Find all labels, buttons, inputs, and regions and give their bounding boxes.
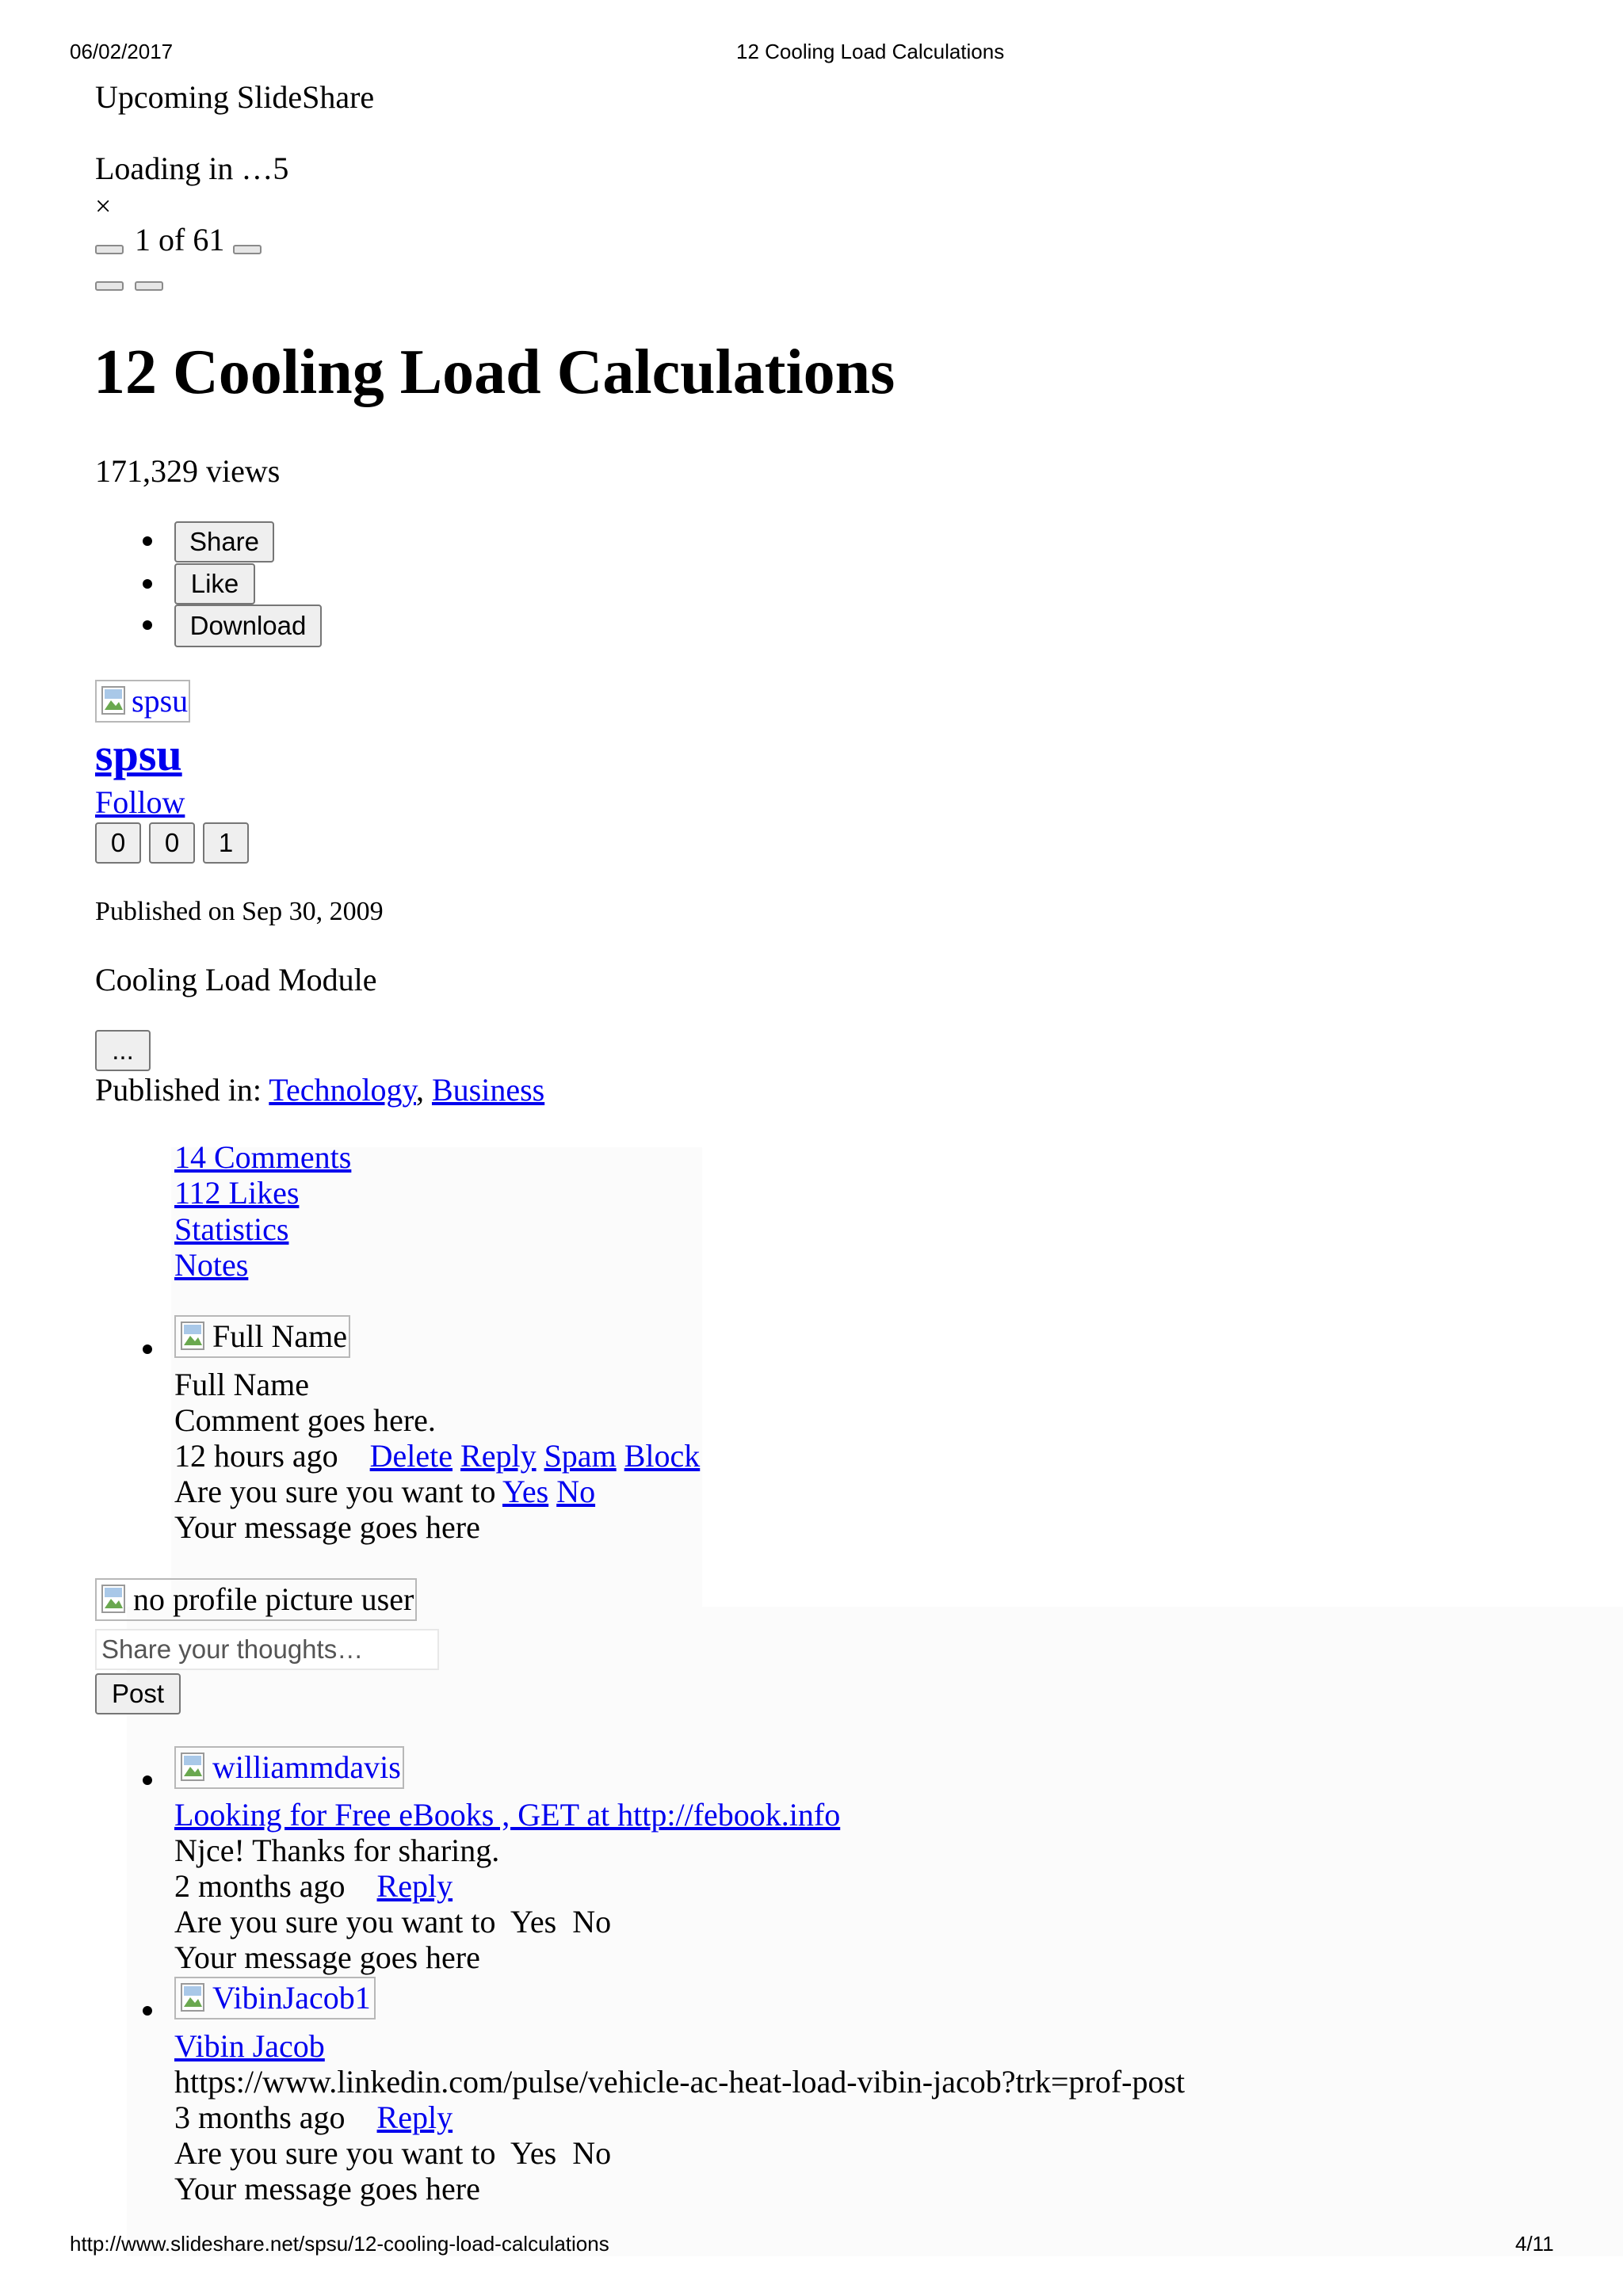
category-business[interactable]: Business	[431, 1072, 545, 1108]
confirm-no[interactable]: No	[572, 2135, 612, 2171]
close-icon[interactable]: ×	[95, 190, 112, 222]
comment-time: 2 months ago	[174, 1868, 346, 1904]
count-button-1[interactable]: 0	[95, 822, 141, 864]
confirm-yes[interactable]: Yes	[510, 2135, 557, 2171]
confirm-text: Are you sure you want to	[174, 2135, 496, 2171]
comment-avatar-alt: VibinJacob1	[212, 1980, 371, 2016]
spam-link[interactable]: Spam	[544, 1438, 617, 1474]
broken-image-icon	[101, 686, 125, 715]
broken-image-icon	[181, 1753, 204, 1781]
author-avatar[interactable]	[95, 680, 190, 723]
comment-author[interactable]: Vibin Jacob	[174, 2028, 325, 2064]
comment-text: https://www.linkedin.com/pulse/vehicle-ac-heat-load-vibin-jacob?trk=prof-post	[174, 2064, 1186, 2100]
confirm-text: Are you sure you want to	[174, 1474, 496, 1509]
author-name[interactable]: spsu	[95, 729, 182, 780]
fullscreen-button[interactable]	[95, 281, 124, 291]
category-separator: ,	[415, 1072, 424, 1108]
print-date: 06/02/2017	[70, 40, 174, 63]
tab-likes[interactable]: 112 Likes	[174, 1175, 300, 1211]
list-bullet	[143, 620, 152, 630]
comment-message: Your message goes here	[174, 1939, 480, 1975]
list-bullet	[143, 1775, 152, 1785]
loading-text: Loading in …5	[95, 151, 289, 186]
list-bullet	[143, 536, 152, 546]
deck-description: Cooling Load Module	[95, 962, 377, 997]
print-page-number: 4/11	[1515, 2232, 1554, 2256]
post-button[interactable]: Post	[95, 1673, 181, 1714]
reply-confirm	[174, 1904, 611, 1939]
comment-meta	[174, 2100, 453, 2135]
comment-avatar[interactable]	[174, 1977, 376, 2019]
broken-image-icon	[181, 1322, 204, 1350]
block-link[interactable]: Block	[624, 1438, 701, 1474]
reply-link[interactable]: Reply	[376, 1868, 453, 1904]
tab-statistics[interactable]: Statistics	[174, 1211, 289, 1247]
published-in-label: Published in:	[95, 1072, 269, 1108]
comment-message: Your message goes here	[174, 2171, 480, 2206]
tab-notes[interactable]: Notes	[174, 1247, 249, 1283]
comment-time: 3 months ago	[174, 2100, 346, 2135]
comment-avatar-alt: Full Name	[212, 1318, 347, 1354]
confirm-yes[interactable]: Yes	[510, 1904, 557, 1939]
comment-message: Your message goes here	[174, 1509, 480, 1545]
published-date: Published on Sep 30, 2009	[95, 897, 384, 926]
comment-author: Full Name	[174, 1367, 309, 1402]
more-button[interactable]: ...	[95, 1030, 151, 1071]
confirm-text: Are you sure you want to	[174, 1904, 496, 1939]
count-button-2[interactable]: 0	[149, 822, 195, 864]
comment-text: Comment goes here.	[174, 1402, 436, 1438]
list-bullet	[143, 2006, 152, 2016]
embed-button[interactable]	[135, 281, 163, 291]
comment-time: 12 hours ago	[174, 1438, 338, 1474]
upcoming-label: Upcoming SlideShare	[95, 79, 375, 115]
comment-text: Njce! Thanks for sharing.	[174, 1833, 500, 1868]
list-bullet	[143, 1344, 152, 1354]
composer-avatar-alt: no profile picture user	[133, 1581, 414, 1617]
comment-meta	[174, 1438, 700, 1474]
print-url: http://www.slideshare.net/spsu/12-cooling-load-calculations	[70, 2232, 609, 2256]
comment-avatar[interactable]	[174, 1746, 404, 1789]
broken-image-icon	[101, 1585, 125, 1613]
confirm-no-link[interactable]: No	[556, 1474, 596, 1509]
delete-link[interactable]: Delete	[369, 1438, 453, 1474]
composer-avatar	[95, 1578, 417, 1621]
tab-comments[interactable]: 14 Comments	[174, 1139, 352, 1175]
reply-link[interactable]: Reply	[460, 1438, 537, 1474]
delete-confirm	[174, 1474, 595, 1509]
print-title: 12 Cooling Load Calculations	[736, 40, 1005, 63]
published-in	[95, 1072, 544, 1108]
download-button[interactable]: Download	[174, 605, 322, 647]
comment-avatar	[174, 1315, 350, 1358]
follow-link[interactable]: Follow	[95, 784, 185, 820]
reply-confirm	[174, 2135, 611, 2171]
share-button[interactable]: Share	[174, 521, 274, 563]
next-slide-button[interactable]	[233, 245, 262, 254]
broken-image-icon	[181, 1983, 204, 2012]
comment-author[interactable]: Looking for Free eBooks , GET at http://febook.info	[174, 1797, 841, 1833]
deck-title: 12 Cooling Load Calculations	[94, 338, 896, 407]
list-bullet	[143, 579, 152, 589]
slide-counter: 1 of 61	[135, 222, 225, 257]
prev-slide-button[interactable]	[95, 245, 124, 254]
view-count: 171,329 views	[95, 453, 281, 489]
reply-link[interactable]: Reply	[376, 2100, 453, 2135]
category-technology[interactable]: Technology	[269, 1072, 416, 1108]
comment-meta	[174, 1868, 453, 1904]
comment-input[interactable]: Share your thoughts…	[95, 1629, 439, 1670]
count-button-3[interactable]: 1	[203, 822, 249, 864]
confirm-no[interactable]: No	[572, 1904, 612, 1939]
confirm-yes-link[interactable]: Yes	[502, 1474, 549, 1509]
author-avatar-alt: spsu	[132, 683, 189, 719]
like-button[interactable]: Like	[174, 563, 255, 605]
comment-avatar-alt: williammdavis	[212, 1749, 401, 1785]
